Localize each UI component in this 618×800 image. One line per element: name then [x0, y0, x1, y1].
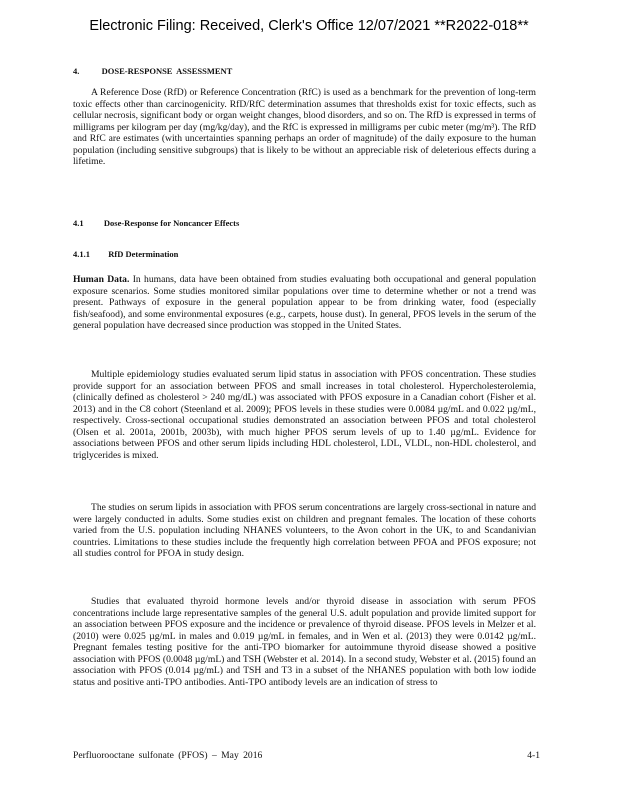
section-number: 4. [73, 66, 80, 76]
section-heading [73, 66, 232, 76]
subsubsection-heading [73, 249, 178, 259]
epidemiology-paragraph: Multiple epidemiology studies evaluated serum lipid status in association with PFOS concentration. These studies provide support for an association between PFOS and small increases in total cholesterol. Hypercholesterolemia, (clinically defined as cholesterol > 240 mg/dL) was associated with PFOS exposure in a Canadian cohort (Fisher et al. 2013) and in the C8 cohort (Steenland et al. 2009); PFOS levels in these studies were 0.0084 µg/mL and 0.022 µg/mL, respectively. Cross-sectional occupational studies demonstrated an association between PFOS and total cholesterol (Olsen et al. 2001a, 2001b, 2003b), with much higher PFOS serum levels of up to 1.40 µg/mL. Evidence for associations between PFOS and other serum lipids including HDL cholesterol, LDL, VLDL, non-HDL cholesterol, and triglycerides is mixed. [73, 369, 536, 461]
human-data-lead: Human Data. [73, 274, 130, 285]
filing-stamp: Electronic Filing: Received, Clerk's Office 12/07/2021 **R2022-018** [89, 18, 529, 34]
subsection-title: Dose-Response for Noncancer Effects [103, 218, 240, 228]
subsubsection-title: RfD Determination [108, 249, 179, 259]
subsection-heading [73, 218, 239, 228]
footer-document-title: Perfluorooctane sulfonate (PFOS) – May 2016 [73, 750, 263, 761]
thyroid-paragraph: Studies that evaluated thyroid hormone levels and/or thyroid disease in association with serum PFOS concentrations include large representative samples of the general U.S. adult population and provide limited support for an association between PFOS exposure and the incidence or prevalence of thyroid disease. PFOS levels in Melzer et al. (2010) were 0.025 µg/mL in males and 0.019 µg/mL in females, and in Wen et al. (2013) they were 0.0142 µg/mL. Pregnant females testing positive for the anti-TPO biomarker for autoimmune thyroid disease showed a positive association with PFOS (0.0048 µg/mL) and TSH (Webster et al. 2014). In a second study, Webster et al. (2015) found an association with PFOS (0.014 µg/mL) and TSH and T3 in a subset of the NHANES population with both low iodide status and positive anti-TPO antibodies. Anti-TPO antibody levels are an indication of stress to [73, 596, 536, 688]
section-title: DOSE-RESPONSE ASSESSMENT [101, 66, 233, 76]
human-data-paragraph [73, 274, 536, 332]
subsubsection-number: 4.1.1 [73, 249, 90, 259]
footer-page-number: 4-1 [527, 750, 540, 761]
serum-lipids-paragraph: The studies on serum lipids in association with PFOS serum concentrations are largely cross-sectional in nature and were largely conducted in adults. Some studies exist on children and pregnant females. The location of these cohorts varied from the U.S. population including NHANES volunteers, to the Avon cohort in the UK, to and Scandanivian countries. Limitations to these studies include the frequently high correlation between PFOA and PFOS exposure; not all studies control for PFOA in study design. [73, 502, 536, 560]
section-intro-paragraph: A Reference Dose (RfD) or Reference Concentration (RfC) is used as a benchmark for the prevention of long-term toxic effects other than carcinogenicity. RfD/RfC determination assumes that thresholds exist for toxic effects, such as cellular necrosis, significant body or organ weight changes, blood disorders, and so on. The RfD is expressed in terms of milligrams per kilogram per day (mg/kg/day), and the RfC is expressed in milligrams per cubic meter (mg/m³). The RfD and RfC are estimates (with uncertainties spanning perhaps an order of magnitude) of the daily exposure to the human population (including sensitive subgroups) that is likely to be without an appreciable risk of deleterious effects during a lifetime. [73, 87, 536, 168]
human-data-text: In humans, data have been obtained from studies evaluating both occupational and general population exposure scenarios. Some studies monitored similar populations over time to determine whether or not a trend was present. Pathways of exposure in the general population appear to be from drinking water, food (especially fish/seafood), and some environmental exposures (e.g., carpets, house dust). In general, PFOS levels in the serum of the general population have decreased since production was stopped in the United States. [73, 274, 536, 332]
subsection-number: 4.1 [73, 218, 84, 228]
